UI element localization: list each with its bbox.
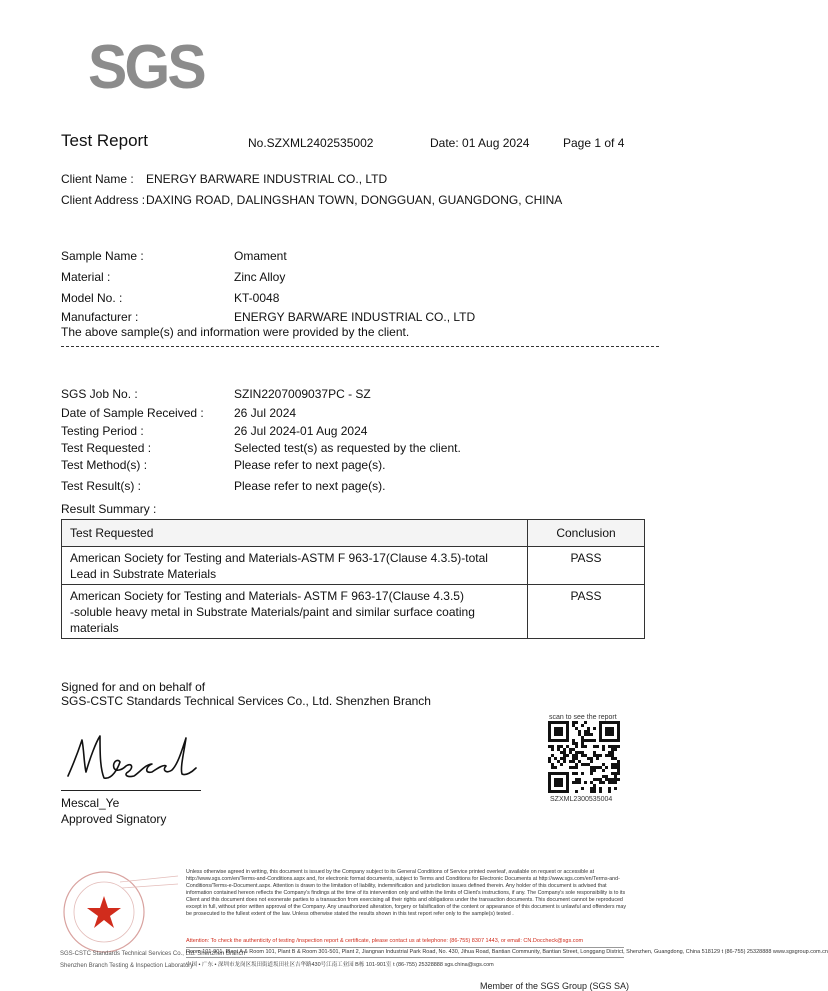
client-address-label: Client Address :: [61, 193, 146, 207]
footer-rule: [186, 957, 624, 958]
sgs-logo: [88, 33, 204, 102]
test-methods-label: Test Method(s) :: [61, 458, 148, 472]
table-row: [62, 547, 645, 585]
signatory-title: Approved Signatory: [61, 812, 167, 826]
qr-caption-top: scan to see the report: [549, 714, 617, 721]
result-summary-table: [61, 519, 645, 639]
qr-code-icon: [548, 721, 620, 793]
job-no-value: SZIN2207009037PC - SZ: [234, 387, 371, 401]
testing-period-value: 26 Jul 2024-01 Aug 2024: [234, 424, 368, 438]
model-no-label: Model No. :: [61, 291, 123, 305]
test-line: materials: [70, 621, 119, 635]
signed-company: SGS-CSTC Standards Technical Services Co., Ltd. Shenzhen Branch: [61, 694, 431, 708]
page-title: Test Report: [61, 131, 148, 150]
client-address-value: DAXING ROAD, DALINGSHAN TOWN, DONGGUAN, GUANGDONG, CHINA: [146, 193, 563, 207]
sgs-group-member: Member of the SGS Group (SGS SA): [480, 981, 630, 991]
qr-caption-bottom: SZXML2300535004: [550, 796, 613, 803]
col-test-requested: Test Requested: [62, 520, 528, 547]
test-requested-label: Test Requested :: [61, 441, 152, 455]
conclusion-cell: PASS: [528, 585, 645, 639]
report-number: No.SZXML2402535002: [248, 136, 374, 150]
test-line: -soluble heavy metal in Substrate Materials/paint and similar surface coating: [70, 605, 475, 619]
footer-rule: [186, 947, 624, 948]
qr-code[interactable]: [548, 721, 620, 793]
page-number: Page 1 of 4: [563, 136, 625, 150]
footer-address-cn: 中国 • 广东 • 深圳市龙岗区坂田街道坂田社区吉华路430号江南工业园 B栋 101-901室 t (86-755) 25328888 sgs.china@sgs.com: [186, 962, 494, 968]
date-received-value: 26 Jul 2024: [234, 406, 297, 420]
test-line: Lead in Substrate Materials: [70, 567, 217, 581]
dashed-divider: [61, 346, 659, 347]
sample-note: The above sample(s) and information were provided by the client.: [61, 325, 410, 339]
col-conclusion: Conclusion: [528, 520, 645, 547]
test-results-label: Test Result(s) :: [61, 479, 142, 493]
sample-name-label: Sample Name :: [61, 249, 144, 263]
signature-line: [61, 790, 201, 791]
test-requested-cell: [62, 547, 528, 585]
material-label: Material :: [61, 270, 111, 284]
date-received-label: Date of Sample Received :: [61, 406, 204, 420]
testing-period-label: Testing Period :: [61, 424, 144, 438]
table-header-row: [62, 520, 645, 547]
model-no-value: KT-0048: [234, 291, 280, 305]
stamp-chinese-caption: Shenzhen Branch Testing & Inspection Laboratory: [60, 963, 194, 969]
test-requested-cell: [62, 585, 528, 639]
conclusion-cell: PASS: [528, 547, 645, 585]
test-line: American Society for Testing and Materials- ASTM F 963-17(Clause 4.3.5): [70, 589, 464, 603]
test-line: American Society for Testing and Materials-ASTM F 963-17(Clause 4.3.5)-total: [70, 551, 488, 565]
terms-fine-print: Unless otherwise agreed in writing, this document is issued by the Company subject to its General Conditions of Service printed overleaf, available on request or accessible at http://www.sgs.com/en/Terms-and-Conditions.aspx and, for electronic format documents, subject to Terms and Conditions for Electronic Documents at http://www.sgs.com/en/Terms-and-Conditions/Terms-e-Document.aspx. Attention is drawn to the limitation of liability, indemnification and jurisdiction issues defined therein. Any holder of this document is advised that information contained hereon reflects the Company's findings at the time of its intervention only and within the limits of Client's instructions, if any. The Company's sole responsibility is to its Client and this document does not exonerate parties to a transaction from exercising all their rights and obligations under the transaction documents. This document cannot be reproduced except in full, without prior written approval of the Company. Any unauthorized alteration, forgery or falsification of the content or appearance of this document is unlawful and offenders may be prosecuted to the fullest extent of the law. Unless otherwise stated the results shown in this test report refer only to the sample(s) tested .: [186, 869, 626, 917]
test-methods-value: Please refer to next page(s).: [234, 458, 386, 472]
report-date: Date: 01 Aug 2024: [430, 136, 530, 150]
material-value: Zinc Alloy: [234, 270, 286, 284]
test-requested-value: Selected test(s) as requested by the client.: [234, 441, 461, 455]
test-results-value: Please refer to next page(s).: [234, 479, 386, 493]
signatory-name: Mescal_Ye: [61, 796, 120, 810]
job-no-label: SGS Job No. :: [61, 387, 138, 401]
stamp-english-caption: SGS-CSTC Standards Technical Services Co., Ltd. Shenzhen Branch: [60, 951, 245, 957]
sample-name-value: Omament: [234, 249, 287, 263]
manufacturer-label: Manufacturer :: [61, 310, 139, 324]
authenticity-notice: Attention: To check the authenticity of testing /inspection report & certificate, please contact us at telephone: (86-755) 8307 1443, or email: CN.Doccheck@sgs.com: [186, 938, 584, 944]
footer-address-en: Room 101-901, Plant A & Room 101, Plant B & Room 301-501, Plant 2, Jiangnan Industrial Park Road, No. 430, Jihua Road, Bantian Community, Bantian Street, Longgang District, Shenzhen, Guangdong, China 518129 t (86-755) 25328888 www.sgsgroup.com.cn: [186, 949, 828, 955]
signature-mark: [62, 728, 202, 788]
client-name-label: Client Name :: [61, 172, 134, 186]
result-summary-label: Result Summary :: [61, 502, 157, 516]
client-name-value: ENERGY BARWARE INDUSTRIAL CO., LTD: [146, 172, 388, 186]
signed-on-behalf: Signed for and on behalf of: [61, 680, 206, 694]
sgs-logo-text: SGS: [88, 33, 204, 102]
manufacturer-value: ENERGY BARWARE INDUSTRIAL CO., LTD: [234, 310, 476, 324]
table-row: [62, 585, 645, 639]
